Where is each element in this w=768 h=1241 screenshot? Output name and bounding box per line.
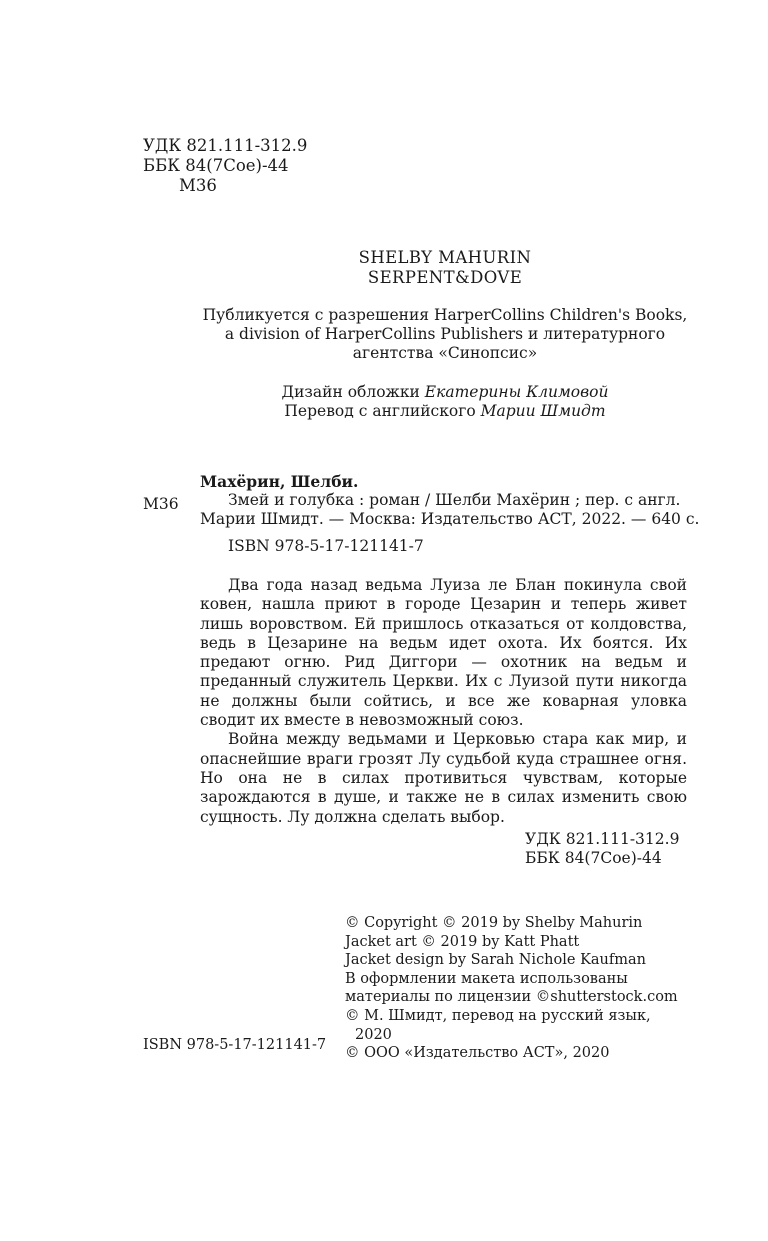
biblio-heading: Махёрин, Шелби. <box>200 472 359 491</box>
biblio-line-2: Марии Шмидт. — Москва: Издательство АСТ, 2022. — 640 с. <box>200 510 700 528</box>
copyright-line: материалы по лицензии ©shutterstock.com <box>345 989 678 1006</box>
original-title-block <box>200 248 690 288</box>
translator-name: Марии Шмидт <box>480 402 606 420</box>
biblio-isbn: ISBN 978-5-17-121141-7 <box>228 537 424 555</box>
permission-line-2: a division of HarperCollins Publishers и литературного <box>224 325 666 343</box>
copyright-line: © М. Шмидт, перевод на русский язык, <box>345 1007 651 1024</box>
copyright-line: 2020 <box>355 1026 392 1043</box>
permission-line-1: Публикуется с разрешения HarperCollins Children's Books, <box>202 306 688 324</box>
copyright-line: © Copyright © 2019 by Shelby Mahurin <box>345 915 643 931</box>
annotation-paragraph-1: Два года назад ведьма Луиза ле Блан покинула свой ковен, нашла приют в городе Цезарин и теперь живет лишь воровством. Ей пришлось отказаться от колдовства, ведь в Цезарине на ведьм идет охота. Их боятся. Их предают огню. Рид Диггори — охотник на ведьм и преданный служитель Церкви. Их с Луизой пути никогда не должны были сойтись, и все же коварная уловка сводит их вместе в невозможный союз. <box>200 576 687 730</box>
bibliographic-record <box>200 472 700 556</box>
copyright-line: © ООО «Издательство АСТ», 2020 <box>345 1045 610 1062</box>
bottom-bbk-code: ББК 84(7Сое)-44 <box>525 849 662 867</box>
permission-notice <box>188 306 702 363</box>
copyright-block <box>345 914 705 1063</box>
annotation-paragraph-2: Война между ведьмами и Церковью стара как мир, и опаснейшие враги грозят Лу судьбой куда страшнее огня. Но она не в силах противиться чувствам, которые зарождаются в душе, и также не в силах изменить свою сущность. Лу должна сделать выбор. <box>200 730 687 826</box>
top-classification-block <box>143 136 363 196</box>
translation-prefix: Перевод с английского <box>284 402 481 420</box>
credits-block <box>200 383 690 421</box>
bottom-udk-code: УДК 821.111-312.9 <box>525 830 680 848</box>
cover-design-credit <box>200 383 690 402</box>
copyright-line: Jacket design by Sarah Nichole Kaufman <box>345 952 646 969</box>
top-bbk-code: ББК 84(7Сое)-44 <box>143 156 289 175</box>
copyright-line: Jacket art © 2019 by Katt Phatt <box>345 933 580 950</box>
translation-credit <box>200 402 690 421</box>
top-udk-code: УДК 821.111-312.9 <box>143 136 308 155</box>
annotation <box>200 576 687 827</box>
bottom-isbn: ISBN 978-5-17-121141-7 <box>143 1037 327 1053</box>
cover-designer-name: Екатерины Климовой <box>424 383 609 401</box>
cover-design-prefix: Дизайн обложки <box>281 383 425 401</box>
original-title: SERPENT&DOVE <box>367 268 523 287</box>
top-author-mark: М36 <box>179 176 217 195</box>
biblio-author-mark: М36 <box>143 495 179 513</box>
biblio-line-1: Змей и голубка : роман / Шелби Махёрин ; пер. с англ. <box>228 491 681 509</box>
permission-line-3: агентства «Синопсис» <box>352 344 538 362</box>
copyright-line: В оформлении макета использованы <box>345 970 628 987</box>
bottom-classification-block <box>525 830 725 868</box>
original-author: SHELBY MAHURIN <box>358 248 532 267</box>
